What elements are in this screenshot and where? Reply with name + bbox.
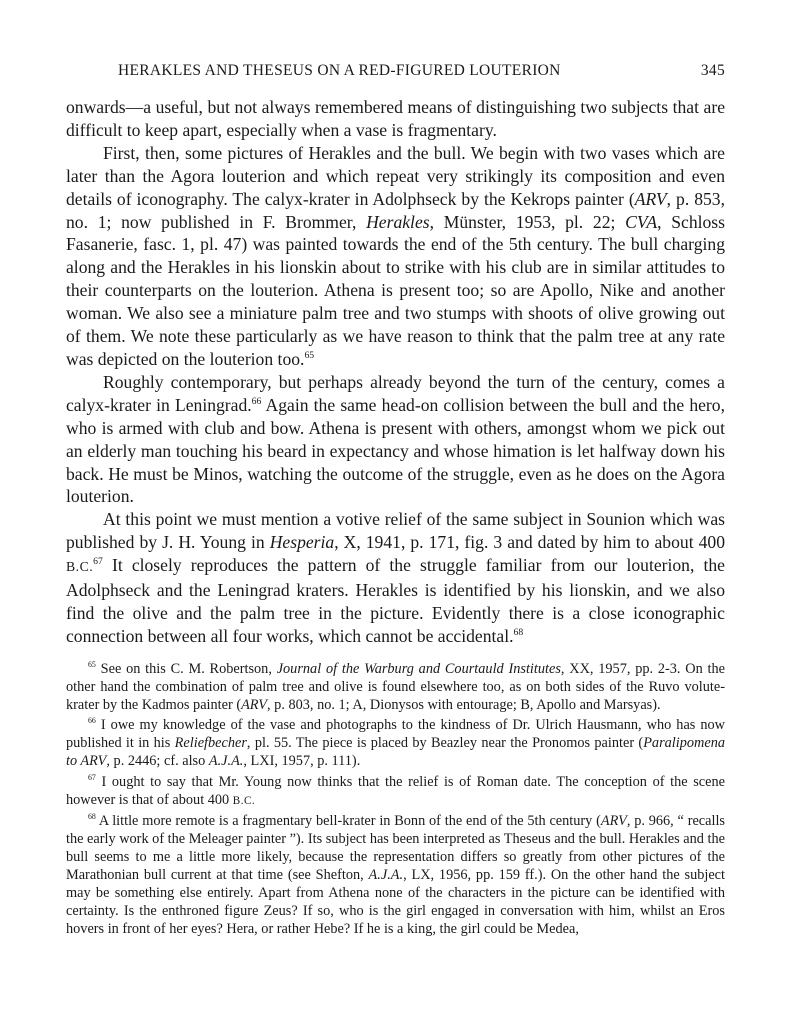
text-run: I ought to say that Mr. Young now thinks that the relief is of Roman date. The conception of the scene however is that of about 400 — [66, 773, 725, 808]
italic-abbrev-arv: ARV — [600, 812, 627, 829]
text-run: , p. 966, “ recalls the early work of the Meleager painter ”). Its subject has been interpreted as Theseus and the bull. Herakles and the bull seems to me a little more likely, because the representation differs so greatly from other pictures of the Marathonian bull current at that time (see Shefton, — [66, 812, 725, 884]
text-run: , LX, 1956, pp. 159 ff.). On the other hand the subject may be something else entirely. Apart from Athena none of the characters in the picture can be identified with certainty. Is the enthroned figure Zeus? If so, who is the girl engaged in conversation with him, whilst an Eros hovers in front of her eyes? Hera, or rather Hebe? If he is a king, the girl could be Medea, — [66, 867, 726, 938]
text-run: , Schloss Fasanerie, fasc. 1, pl. 47) was painted towards the end of the 5th century. The bull charging along and the Herakles in his lionskin about to strike with his club are in similar attitudes to their counterparts on the louterion. Athena is present too; so are Apollo, Nike and another woman. We also see a miniature palm tree and two stumps with shoots of olive growing out of them. We note these particularly as we have reason to think that the palm tree at any rate was depicted on the louterion too. — [66, 211, 725, 369]
italic-abbrev-arv: ARV — [634, 188, 667, 209]
running-title: HERAKLES AND THESEUS ON A RED-FIGURED LOUTERION — [118, 62, 561, 79]
italic-abbrev-cva: CVA — [625, 211, 658, 232]
text-run: First, then, some pictures of Herakles and the bull. We begin with two vases which are later than the Agora louterion and which repeat very strikingly its composition and even details of iconography. The calyx-krater in Adolphseck by the Kekrops painter ( — [66, 142, 725, 209]
text-run: Roughly contemporary, but perhaps already beyond the turn of the century, comes a calyx-krater in Leningrad. — [66, 371, 725, 415]
text-run: , p. 853, no. 1; now published in F. Brommer, — [66, 188, 725, 232]
footnote-66 — [66, 716, 725, 770]
footnote-ref-67: 67 — [93, 555, 103, 567]
page-number: 345 — [700, 62, 725, 79]
italic-journal-aja: A.J.A. — [208, 753, 244, 770]
footnote-ref-66: 66 — [251, 395, 262, 407]
italic-title-herakles: Herakles — [366, 211, 430, 232]
text-run: , pl. 55. The piece is placed by Beazley near the Pronomos painter ( — [246, 735, 644, 752]
text-run: , X, 1941, p. 171, fig. 3 and dated by him to about 400 — [334, 532, 726, 553]
small-caps-bc: B.C. — [232, 794, 256, 807]
footnote-67 — [66, 773, 725, 810]
text-run: , p. 2446; cf. also — [106, 753, 209, 770]
footnote-number: 66 — [88, 716, 96, 726]
italic-journal: Journal of the Warburg and Courtauld Institutes — [276, 661, 561, 677]
text-run: , Münster, 1953, pl. 22; — [429, 211, 626, 232]
text-run: Again the same head-on collision between the bull and the hero, who is armed with club and bow. Athena is present with others, amongst whom we pick out an elderly man touching his beard in expectancy and whose himation is let halfway down his back. He must be Minos, watching the outcome of the struggle, even as he does on the Agora louterion. — [66, 394, 725, 507]
footnote-65 — [66, 660, 725, 714]
italic-title-paralipomena: Paralipomena to ARV — [66, 735, 725, 770]
main-text — [66, 96, 725, 648]
footnote-number: 68 — [88, 811, 96, 821]
italic-journal-hesperia: Hesperia — [269, 532, 335, 553]
footnotes — [66, 660, 725, 940]
text-run: It closely reproduces the pattern of the struggle familiar from our louterion, the Adolphseck and the Leningrad kraters. Herakles is identified by his lionskin, and we also find the olive and the palm tree in the picture. Evidently there is a close iconographic connection between all four works, which cannot be accidental. — [66, 555, 725, 646]
paragraph-2 — [66, 142, 725, 371]
text-run: , p. 803, no. 1; A, Dionysos with entourage; B, Apollo and Marsyas). — [267, 697, 661, 714]
footnote-number: 67 — [88, 772, 96, 782]
text-run: , XX, 1957, pp. 2-3. On the other hand the combination of palm tree and olive is found elsewhere too, as on both sides of the Ruvo volute-krater by the Kadmos painter ( — [66, 661, 725, 714]
footnote-68 — [66, 812, 725, 939]
italic-title-reliefbecher: Reliefbecher — [174, 735, 247, 752]
text-run: I owe my knowledge of the vase and photographs to the kindness of Dr. Ulrich Hausmann, who has now published it in his — [66, 717, 725, 752]
footnote-ref-68: 68 — [513, 626, 524, 638]
text-run: At this point we must mention a votive relief of the same subject in Sounion which was published by J. H. Young in — [66, 509, 725, 553]
footnote-ref-65: 65 — [304, 349, 315, 361]
paragraph-3 — [66, 371, 725, 508]
italic-journal-aja: A.J.A. — [368, 867, 404, 884]
italic-abbrev-arv: ARV — [241, 697, 268, 714]
footnote-number: 65 — [88, 660, 96, 670]
text-run: , LXI, 1957, p. 111). — [243, 753, 361, 770]
small-caps-bc: B.C. — [66, 559, 94, 575]
paragraph-4 — [66, 508, 725, 647]
running-header — [66, 62, 725, 84]
paragraph-1: onwards—a useful, but not always remembered means of distinguishing two subjects that are difficult to keep apart, especially when a vase is fragmentary. — [66, 97, 725, 140]
text-run: See on this C. M. Robertson, — [95, 661, 277, 677]
text-run: A little more remote is a fragmentary bell-krater in Bonn of the end of the 5th century ( — [95, 812, 601, 829]
